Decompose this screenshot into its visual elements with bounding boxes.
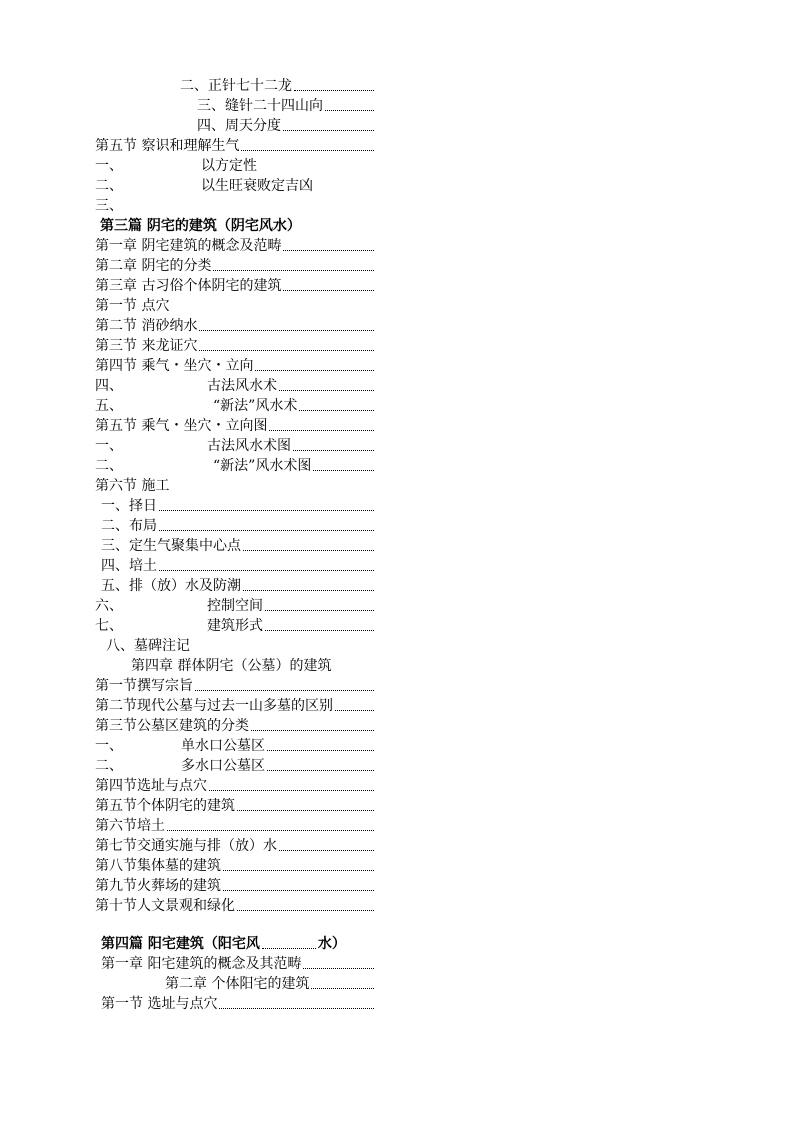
toc-line xyxy=(95,716,374,736)
dot-leader xyxy=(311,987,374,989)
dot-leader xyxy=(159,569,374,571)
toc-number: 五、 xyxy=(95,398,123,414)
toc-line xyxy=(95,596,374,616)
dot-leader xyxy=(335,709,374,711)
dot-leader xyxy=(265,629,374,631)
dot-leader xyxy=(237,909,374,911)
dot-leader xyxy=(267,769,374,771)
dot-leader xyxy=(313,469,374,471)
dot-leader xyxy=(255,369,374,371)
dot-leader xyxy=(294,89,374,91)
toc-line xyxy=(95,276,374,296)
toc-line xyxy=(95,196,374,216)
toc-entry-title: 第三节公墓区建筑的分类 xyxy=(95,718,249,734)
toc-entry-title: 第四篇 阳宅建筑（阳宅风 xyxy=(101,936,260,952)
toc-line xyxy=(197,96,374,116)
toc-line xyxy=(95,336,374,356)
toc-line xyxy=(95,156,374,176)
toc-line xyxy=(95,256,374,276)
toc-line xyxy=(101,994,374,1014)
toc-entry-title: 第十节人文景观和绿化 xyxy=(95,898,235,914)
toc-entry-title: 第二章 阴宅的分类 xyxy=(95,258,212,274)
dot-leader xyxy=(283,289,374,291)
toc-line xyxy=(95,236,374,256)
toc-line xyxy=(95,416,374,436)
dot-leader xyxy=(219,1007,374,1009)
toc-number: 七、 xyxy=(95,618,123,634)
toc-line xyxy=(95,456,374,476)
dot-leader xyxy=(279,389,374,391)
toc-entry-title-tail: 水） xyxy=(317,936,346,952)
toc-entry-title: 以方定性 xyxy=(201,158,257,174)
toc-number: 一、 xyxy=(95,438,123,454)
dot-leader xyxy=(303,967,374,969)
toc-entry-title: 建筑形式 xyxy=(207,618,263,634)
toc-line xyxy=(101,536,374,556)
toc-entry-title: 单水口公墓区 xyxy=(181,738,265,754)
toc-entry-title: 八、墓碑注记 xyxy=(106,638,190,654)
toc-entry-title: 第三节 来龙证穴 xyxy=(95,338,198,354)
toc-line xyxy=(95,876,374,896)
toc-entry-title: 一、择日 xyxy=(101,498,157,514)
dot-leader xyxy=(167,829,374,831)
toc-line xyxy=(95,616,374,636)
toc-entry-title: 第一节撰写宗旨 xyxy=(95,678,193,694)
dot-leader xyxy=(262,947,316,949)
toc-entry-title: 第一节 点穴 xyxy=(95,298,170,314)
toc-line xyxy=(95,436,374,456)
toc-line xyxy=(95,476,374,496)
toc-line xyxy=(106,636,374,656)
toc-line xyxy=(95,396,374,416)
toc-line xyxy=(101,556,374,576)
dot-leader xyxy=(269,429,374,431)
toc-entry-title: “新法”风水术 xyxy=(213,398,298,414)
toc-line xyxy=(101,496,374,516)
dot-leader xyxy=(199,349,374,351)
dot-leader xyxy=(195,689,374,691)
dot-leader xyxy=(159,529,374,531)
toc-entry-title: 第八节集体墓的建筑 xyxy=(95,858,221,874)
toc-line xyxy=(95,816,374,836)
toc-line xyxy=(95,376,374,396)
dot-leader xyxy=(283,249,374,251)
dot-leader xyxy=(159,509,374,511)
toc-line xyxy=(95,296,374,316)
dot-leader xyxy=(199,329,374,331)
toc-entry-title: 古法风水术图 xyxy=(207,438,291,454)
toc-entry-title: 三、定生气聚集中心点 xyxy=(101,538,241,554)
toc-number: 一、 xyxy=(95,158,123,174)
dot-leader xyxy=(223,869,374,871)
toc-line xyxy=(100,216,374,236)
toc-line xyxy=(95,696,374,716)
toc-line xyxy=(95,736,374,756)
toc-entry-title: 第二章 个体阳宅的建筑 xyxy=(165,976,310,992)
toc-entry-title: 以生旺衰败定吉凶 xyxy=(201,178,313,194)
toc-entry-title: 五、排（放）水及防潮 xyxy=(101,578,241,594)
toc-line xyxy=(131,656,374,676)
toc-entry-title: 第九节火葬场的建筑 xyxy=(95,878,221,894)
toc-line xyxy=(101,934,374,954)
toc-line xyxy=(95,176,374,196)
toc-entry-title: 第七节交通实施与排（放）水 xyxy=(95,838,277,854)
toc-line xyxy=(101,516,374,536)
toc-entry-title: 控制空间 xyxy=(207,598,263,614)
dot-leader xyxy=(293,449,374,451)
toc-line xyxy=(95,776,374,796)
dot-leader xyxy=(267,749,374,751)
dot-leader xyxy=(241,149,374,151)
toc-line xyxy=(197,116,374,136)
toc-entry-title: 第三篇 阴宅的建筑（阴宅风水） xyxy=(100,218,301,234)
toc-entry-title: 第四节选址与点穴 xyxy=(95,778,207,794)
toc-entry-title: 第五节 察识和理解生气 xyxy=(95,138,240,154)
dot-leader xyxy=(299,409,374,411)
toc-line xyxy=(101,576,374,596)
toc-entry-title: 第一节 选址与点穴 xyxy=(101,996,218,1012)
toc-entry-title: 第六节 施工 xyxy=(95,478,170,494)
dot-leader xyxy=(223,889,374,891)
toc-number: 二、 xyxy=(95,178,123,194)
toc-line xyxy=(165,974,374,994)
toc-entry-title: “新法”风水术图 xyxy=(213,458,312,474)
dot-leader xyxy=(243,549,374,551)
toc-entry-title: 第四节 乘气・坐穴・立向 xyxy=(95,358,254,374)
toc-entry-title: 第一章 阴宅建筑的概念及范畴 xyxy=(95,238,282,254)
toc-entry-title: 第五节 乘气・坐穴・立向图 xyxy=(95,418,268,434)
toc-entry-title: 第一章 阳宅建筑的概念及其范畴 xyxy=(101,956,302,972)
toc-line xyxy=(95,856,374,876)
toc-entry-title: 第六节培土 xyxy=(95,818,165,834)
toc-number: 一、 xyxy=(95,738,123,754)
toc-entry-title: 第五节个体阴宅的建筑 xyxy=(95,798,235,814)
toc-entry-title: 二、正针七十二龙 xyxy=(180,78,292,94)
toc-entry-title: 古法风水术 xyxy=(207,378,277,394)
toc-entry-title: 多水口公墓区 xyxy=(181,758,265,774)
toc-entry-title: 第四章 群体阴宅（公墓）的建筑 xyxy=(131,658,332,674)
toc-line xyxy=(95,356,374,376)
toc-number: 六、 xyxy=(95,598,123,614)
toc-entry-title: 四、培土 xyxy=(101,558,157,574)
toc-entry-title: 第二节 消砂纳水 xyxy=(95,318,198,334)
toc-line xyxy=(95,796,374,816)
dot-leader xyxy=(325,109,374,111)
toc-number: 二、 xyxy=(95,758,123,774)
toc-entry-title: 第二节现代公墓与过去一山多墓的区别 xyxy=(95,698,333,714)
toc-number: 四、 xyxy=(95,378,123,394)
dot-leader xyxy=(213,269,374,271)
toc-line xyxy=(95,676,374,696)
toc-line xyxy=(95,136,374,156)
toc-number: 二、 xyxy=(95,458,123,474)
dot-leader xyxy=(209,789,374,791)
dot-leader xyxy=(251,729,374,731)
toc-line xyxy=(180,76,374,96)
toc-entry-title: 二、布局 xyxy=(101,518,157,534)
toc-line xyxy=(101,954,374,974)
dot-leader xyxy=(243,589,374,591)
toc-entry-title: 第三章 古习俗个体阴宅的建筑 xyxy=(95,278,282,294)
dot-leader xyxy=(279,849,374,851)
toc-line xyxy=(95,896,374,916)
toc-line xyxy=(95,756,374,776)
dot-leader xyxy=(265,609,374,611)
toc-number: 三、 xyxy=(95,198,123,214)
toc-entry-title: 三、缝针二十四山向 xyxy=(197,98,323,114)
dot-leader xyxy=(283,129,374,131)
dot-leader xyxy=(237,809,374,811)
toc-line xyxy=(95,316,374,336)
toc-line xyxy=(95,836,374,856)
toc-entry-title: 四、周天分度 xyxy=(197,118,281,134)
